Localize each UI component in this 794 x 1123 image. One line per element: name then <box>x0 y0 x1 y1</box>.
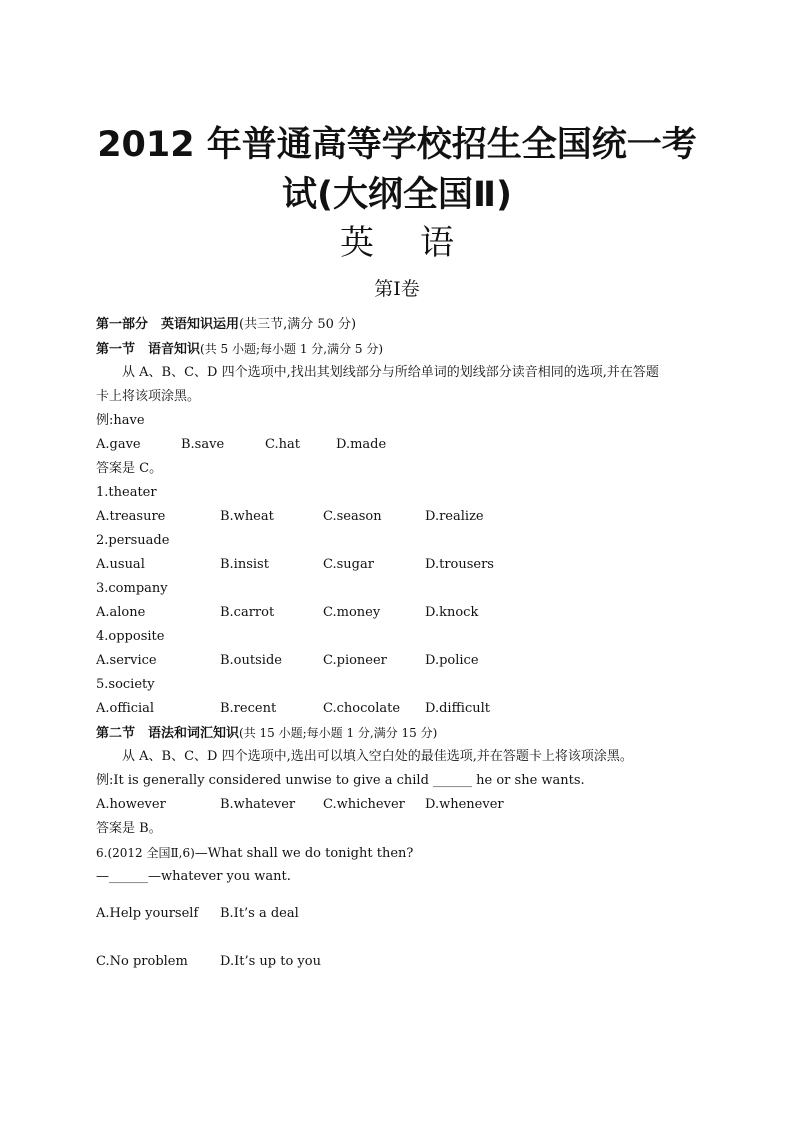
exam-title-line-2: 试(大纲全国Ⅱ) <box>281 175 513 215</box>
question-6-prompt <box>96 844 413 863</box>
q2-option-d[interactable]: D.trousers <box>425 557 494 572</box>
section2-example: 例:It is generally considered unwise to give a child ______ he or she wants. <box>96 773 585 788</box>
q6-option-a[interactable]: A.Help yourself <box>96 906 199 921</box>
example-option-a: A.gave <box>96 437 141 452</box>
q3-option-c[interactable]: C.money <box>323 605 381 620</box>
q4-option-b[interactable]: B.outside <box>220 653 282 668</box>
q3-option-b[interactable]: B.carrot <box>220 605 275 620</box>
question-6-text: —What shall we do tonight then? <box>194 846 414 861</box>
q3-option-a[interactable]: A.alone <box>96 605 146 620</box>
question-6-source: 6.(2012 全国Ⅱ,6) <box>96 846 195 860</box>
section2-heading-text: 第二节 语法和词汇知识 <box>96 726 240 741</box>
example-word: 例:have <box>96 413 145 428</box>
question-6-reply: —______—whatever you want. <box>96 869 291 884</box>
q5-option-b[interactable]: B.recent <box>220 701 277 716</box>
volume-label: 第Ⅰ卷 <box>374 278 420 300</box>
q2-option-c[interactable]: C.sugar <box>323 557 374 572</box>
section2-heading <box>96 724 437 743</box>
s2-example-option-c: C.whichever <box>323 797 405 812</box>
section2-example-answer: 答案是 B。 <box>96 821 162 836</box>
example-option-d: D.made <box>336 437 387 452</box>
q1-option-a[interactable]: A.treasure <box>96 509 166 524</box>
question-3-word: 3.company <box>96 581 168 596</box>
q4-option-a[interactable]: A.service <box>96 653 157 668</box>
q6-option-d[interactable]: D.It’s up to you <box>220 954 321 969</box>
section1-heading <box>96 340 383 359</box>
subject-char-1: 英 <box>340 223 374 263</box>
q2-option-a[interactable]: A.usual <box>96 557 145 572</box>
q4-option-d[interactable]: D.police <box>425 653 479 668</box>
example-option-c: C.hat <box>265 437 300 452</box>
section2-heading-note: (共 15 小题;每小题 1 分,满分 15 分) <box>239 726 438 740</box>
q1-option-b[interactable]: B.wheat <box>220 509 274 524</box>
example-option-b: B.save <box>181 437 225 452</box>
subject-char-2: 语 <box>420 223 454 263</box>
section1-instruction-1: 从 A、B、C、D 四个选项中,找出其划线部分与所给单词的划线部分读音相同的选项,并在答题 <box>122 365 659 380</box>
section1-heading-note: (共 5 小题;每小题 1 分,满分 5 分) <box>200 342 384 356</box>
q3-option-d[interactable]: D.knock <box>425 605 479 620</box>
section2-instruction: 从 A、B、C、D 四个选项中,选出可以填入空白处的最佳选项,并在答题卡上将该项涂黑。 <box>122 749 633 764</box>
q5-option-a[interactable]: A.official <box>96 701 155 716</box>
q4-option-c[interactable]: C.pioneer <box>323 653 387 668</box>
question-4-word: 4.opposite <box>96 629 165 644</box>
part1-heading <box>96 316 356 334</box>
part1-heading-note: (共三节,满分 50 分) <box>239 317 357 332</box>
s2-example-option-d: D.whenever <box>425 797 504 812</box>
q5-option-d[interactable]: D.difficult <box>425 701 490 716</box>
q2-option-b[interactable]: B.insist <box>220 557 269 572</box>
q1-option-c[interactable]: C.season <box>323 509 382 524</box>
question-5-word: 5.society <box>96 677 155 692</box>
q1-option-d[interactable]: D.realize <box>425 509 484 524</box>
section1-instruction-2: 卡上将该项涂黑。 <box>96 389 201 404</box>
q5-option-c[interactable]: C.chocolate <box>323 701 401 716</box>
question-2-word: 2.persuade <box>96 533 170 548</box>
question-1-word: 1.theater <box>96 485 157 500</box>
s2-example-option-a: A.however <box>96 797 166 812</box>
s2-example-option-b: B.whatever <box>220 797 296 812</box>
subject-title <box>0 222 794 264</box>
q6-option-c[interactable]: C.No problem <box>96 954 188 969</box>
example-answer: 答案是 C。 <box>96 461 163 476</box>
exam-title-line-1: 2012 年普通高等学校招生全国统一考 <box>97 125 697 165</box>
q6-option-b[interactable]: B.It’s a deal <box>220 906 299 921</box>
part1-heading-text: 第一部分 英语知识运用 <box>96 317 240 332</box>
section1-heading-text: 第一节 语音知识 <box>96 342 201 357</box>
